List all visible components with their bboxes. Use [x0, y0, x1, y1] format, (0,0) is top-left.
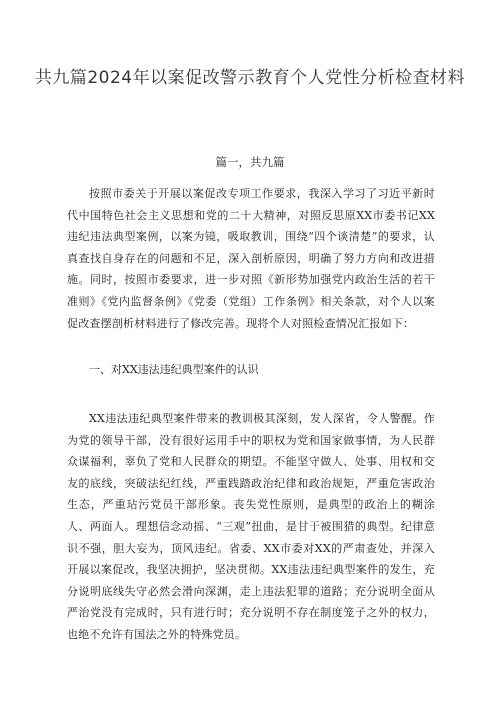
document-title: 共九篇2024年以案促改警示教育个人党性分析检查材料 [34, 68, 466, 88]
body-paragraph: 按照市委关于开展以案促改专项工作要求，我深入学习了习近平新时代中国特色社会主义思想和党的二十大精神，对照反思原XX市委书记XX违纪违法典型案例，以案为镜，吸取教训，围绕“四个谈清楚”的要求，认真查找自身存在的问题和不足，深入剖析原因，明确了努力方向和改进措施。同时，按照市委要求，进一步对照《新形势加强党内政治生活的若干准则》《党内监督条例》《党委（党组）工作条例》相关条款，对个人以案促改查摆剖析材料进行了修改完善。现将个人对照检查情况汇报如下： [67, 187, 435, 330]
body-paragraph: XX违法违纪典型案件带来的教训极其深刻，发人深省，令人警醒。作为党的领导干部，没有很好运用手中的职权为党和国家做事情，为人民群众谋福利，辜负了党和人民群众的期望。不能坚守做人、处事、用权和交友的底线，突破法纪红线，严重践踏政治纪律和政治规矩，严重危害政治生态，严重玷污党员干部形象。丧失党性原则，是典型的政治上的糊涂人、两面人。理想信念动摇、“三观”扭曲，是甘于被围猎的典型。纪律意识不强，胆大妄为，顶风违纪。省委、XX市委对XX的严肃查处，并深入开展以案促改，我坚决拥护，坚决贯彻。XX违法违纪典型案件的发生，充分说明底线失守必然会滑向深渊，走上违法犯罪的道路；充分说明全面从严治党没有完成时，只有进行时；充分说明不存在制度笼子之外的权力，也绝不允许有国法之外的特殊党员。 [67, 412, 435, 641]
sub-heading: 一、对XX违法违纪典型案件的认识 [89, 363, 259, 376]
section-heading: 篇一，共九篇 [215, 155, 285, 169]
